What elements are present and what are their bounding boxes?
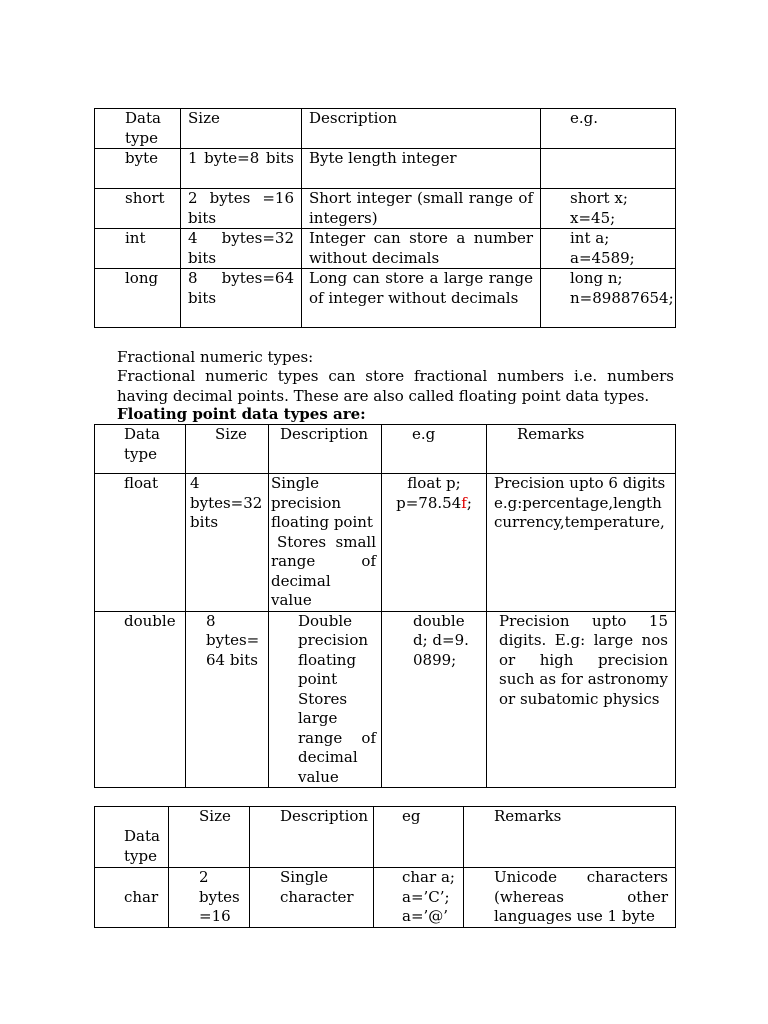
header-cell: Description xyxy=(250,807,374,868)
size-cell: 2 bytes =16 xyxy=(169,868,250,928)
description-line: Stores large range of decimal value xyxy=(298,689,376,786)
section-paragraph: Fractional numeric types can store fractional numbers i.e. numbers having decimal points. These are also called floating point data types. xyxy=(117,367,674,405)
header-cell: Data type xyxy=(95,109,181,149)
type-cell: long xyxy=(95,269,181,328)
description-cell: Byte length integer xyxy=(302,149,541,189)
description-cell: Long can store a large range of integer without decimals xyxy=(302,269,541,328)
table-row xyxy=(95,149,676,189)
description-line: Stores small range of decimal value xyxy=(271,532,376,609)
floating-point-table xyxy=(94,424,676,788)
example-line xyxy=(386,494,482,514)
header-cell: Description xyxy=(302,109,541,149)
example-cell: double d; d=9.0899; xyxy=(382,611,487,788)
type-cell: int xyxy=(95,229,181,269)
example-value: p=78.54 xyxy=(396,493,462,512)
size-cell: 8 bytes= 64 bits xyxy=(186,611,269,788)
size-cell: 1 byte=8 bits xyxy=(181,149,302,189)
table-row xyxy=(95,611,676,788)
section-heading: Fractional numeric types: xyxy=(117,348,314,366)
example-semicolon: ; xyxy=(466,493,472,512)
example-line: float p; xyxy=(407,474,461,492)
size-cell: 2 bytes =16 bits xyxy=(181,189,302,229)
table-row xyxy=(95,474,676,612)
example-cell: long n; n=89887654; xyxy=(541,269,676,328)
example-cell xyxy=(541,149,676,189)
float-suffix: f xyxy=(461,493,467,512)
size-cell: 4 bytes=32 bits xyxy=(181,229,302,269)
header-cell: eg xyxy=(374,807,464,868)
description-line: Double precision floating point xyxy=(298,611,369,688)
table-header-row xyxy=(95,425,676,474)
remarks-cell: Precision upto 15 digits. E.g: large nos or high precision such as for astronomy or subatomic physics xyxy=(487,611,676,788)
header-cell: Remarks xyxy=(487,425,676,474)
description-cell xyxy=(269,474,382,612)
type-cell: short xyxy=(95,189,181,229)
description-cell xyxy=(269,611,382,788)
integer-types-table xyxy=(94,108,676,328)
type-cell: byte xyxy=(95,149,181,189)
table-header-row xyxy=(95,109,676,149)
table-row xyxy=(95,229,676,269)
header-cell: Size xyxy=(169,807,250,868)
type-cell: char xyxy=(95,868,169,928)
remarks-cell: Precision upto 6 digits e.g:percentage,length currency,temperature, xyxy=(487,474,676,612)
type-cell: double xyxy=(95,611,186,788)
header-cell: Size xyxy=(181,109,302,149)
table-row xyxy=(95,868,676,928)
example-cell: short x; x=45; xyxy=(541,189,676,229)
char-type-table xyxy=(94,806,676,928)
example-cell: int a; a=4589; xyxy=(541,229,676,269)
header-cell: e.g xyxy=(382,425,487,474)
header-cell: Data type xyxy=(95,425,186,474)
header-cell: Size xyxy=(186,425,269,474)
description-cell: Short integer (small range of integers) xyxy=(302,189,541,229)
example-cell xyxy=(382,474,487,612)
header-cell: e.g. xyxy=(541,109,676,149)
description-cell: Single character xyxy=(250,868,374,928)
table-row xyxy=(95,269,676,328)
type-cell: float xyxy=(95,474,186,612)
table-row xyxy=(95,189,676,229)
table-header-row xyxy=(95,807,676,868)
description-line: Single precision floating point xyxy=(271,474,373,531)
example-cell: char a; a=’C’; a=’@’ xyxy=(374,868,464,928)
remarks-cell: Unicode characters (whereas other languages use 1 byte xyxy=(464,868,676,928)
size-cell: 4 bytes=32 bits xyxy=(186,474,269,612)
header-cell: Data type xyxy=(95,807,169,868)
description-cell: Integer can store a number without decimals xyxy=(302,229,541,269)
header-cell: Remarks xyxy=(464,807,676,868)
size-cell: 8 bytes=64 bits xyxy=(181,269,302,328)
header-cell: Description xyxy=(269,425,382,474)
section-subheading: Floating point data types are: xyxy=(117,405,366,423)
